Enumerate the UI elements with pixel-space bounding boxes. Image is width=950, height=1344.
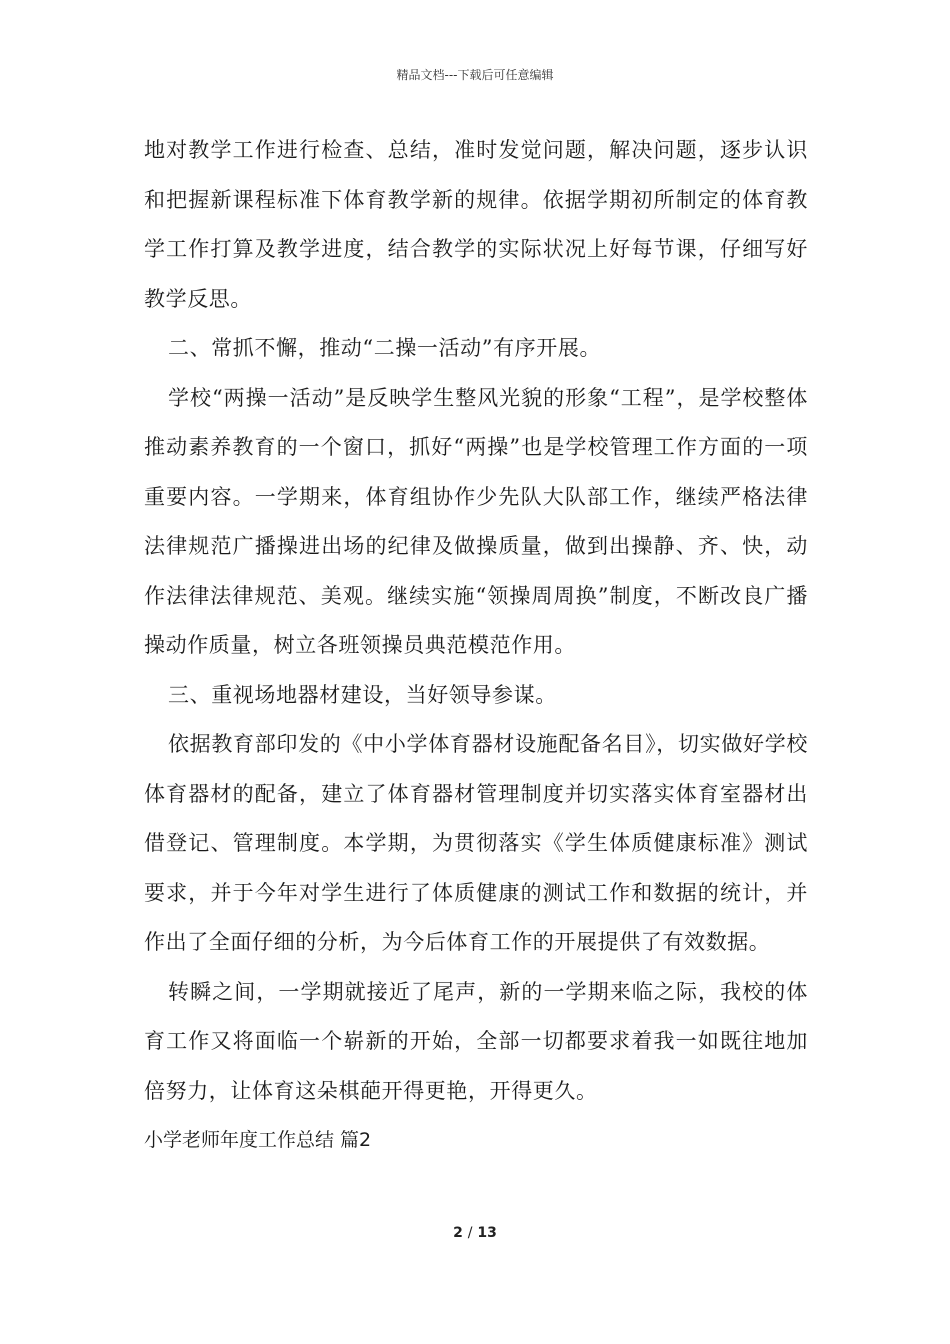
page-current: 2 xyxy=(453,1225,463,1241)
section-heading-2: 二、常抓不懈，推动“二操一活动”有序开展。 xyxy=(168,336,602,360)
article-title: 小学老师年度工作总结 篇2 xyxy=(144,1129,372,1151)
page-separator: / xyxy=(467,1225,473,1241)
document-body xyxy=(144,126,808,1166)
body-paragraph: 地对教学工作进行检查、总结，准时发觉问题，解决问题，逐步认识和把握新课程标准下体育教学新的规律。依据学期初所制定的体育教学工作打算及教学进度，结合教学的实际状况上好每节课，仔细写好教学反思。 xyxy=(144,138,808,311)
section-heading-3: 三、重视场地器材建设，当好领导参谋。 xyxy=(168,682,557,707)
body-paragraph: 依据教育部印发的《中小学体育器材设施配备名目》，切实做好学校体育器材的配备，建立了体育器材管理制度并切实落实体育室器材出借登记、管理制度。本学期，为贯彻落实《学生体质健康标准》测试要求，并于今年对学生进行了体质健康的测试工作和数据的统计，并作出了全面仔细的分析，为今后体育工作的开展提供了有效数据。 xyxy=(144,732,808,954)
page-total: 13 xyxy=(477,1225,497,1241)
page-header: 精品文档---下载后可任意编辑 xyxy=(396,68,554,82)
body-paragraph: 学校“两操一活动”是反映学生整风光貌的形象“工程”，是学校整体推动素养教育的一个窗口，抓好“两操”也是学校管理工作方面的一项重要内容。一学期来，体育组协作少先队大队部工作，继续严格法律法律规范广播操进出场的纪律及做操质量，做到出操静、齐、快，动作法律法律规范、美观。继续实施“领操周周换”制度，不断改良广播操动作质量，树立各班领操员典范模范作用。 xyxy=(144,385,808,657)
body-paragraph: 转瞬之间，一学期就接近了尾声，新的一学期来临之际，我校的体育工作又将面临一个崭新的开始，全部一切都要求着我一如既往地加倍努力，让体育这朵棋葩开得更艳，开得更久。 xyxy=(144,979,808,1103)
page-number xyxy=(0,1225,950,1241)
